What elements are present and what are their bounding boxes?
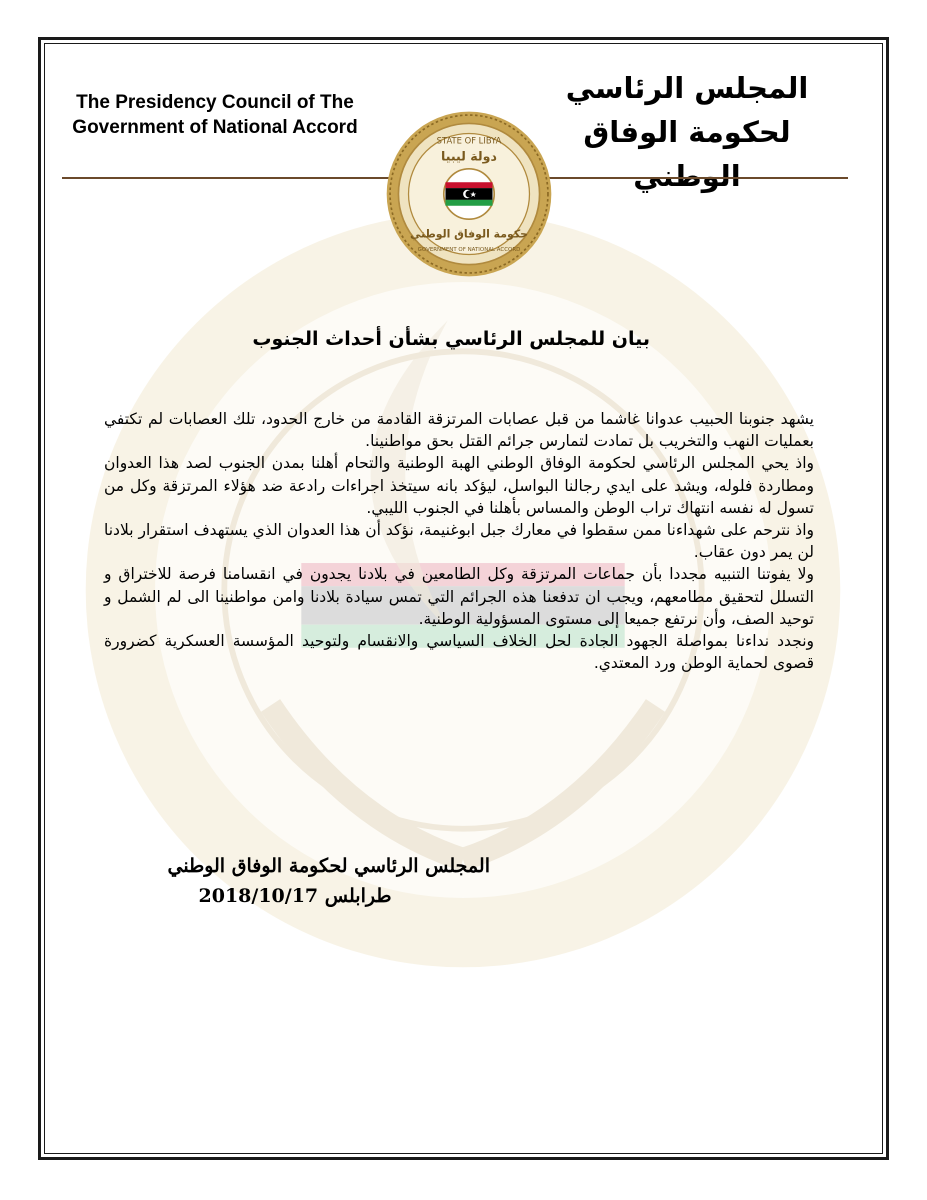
statement-paragraph: ولا يفوتنا التنبيه مجددا بأن جماعات المرتزقة وكل الطامعين في بلادنا يجدون في انقسامنا فرصة للاختراق و التسلل لتحقيق مطامعهم، ويجب ان تدفعنا هذه الجرائم التي تمس سيادة بلادنا وامن مواطنينا الى لم الشمل و توحيد الصف، وأن نرتفع جميعا إلى مستوى المسؤولية الوطنية.	[104, 565, 814, 628]
state-of-libya-seal-icon	[385, 110, 553, 278]
signature-place-date	[150, 885, 440, 907]
seal-arabic-bottom: حكومة الوفاق الوطني	[409, 227, 529, 241]
statement-body	[104, 408, 814, 674]
libya-flag-icon	[445, 182, 492, 206]
seal-bottom-text: GOVERNMENT OF NATIONAL ACCORD	[417, 247, 521, 254]
document-title: بيان للمجلس الرئاسي بشأن أحداث الجنوب	[252, 328, 650, 350]
header-arabic-line1: المجلس الرئاسي	[565, 71, 809, 105]
signature-date: 2018/10/17	[198, 885, 319, 907]
signature-name: المجلس الرئاسي لحكومة الوفاق الوطني	[167, 855, 490, 877]
statement-paragraph: واذ نترحم على شهداءنا ممن سقطوا في معارك جبل ابوغنيمة، نؤكد أن هذا العدوان الذي يستهدف استقرار بلادنا لن يمر دون عقاب.	[104, 521, 814, 562]
header-arabic-line2: لحكومة الوفاق الوطني	[583, 115, 791, 193]
seal-arabic-top: دولة ليبيا	[441, 148, 497, 164]
header-english-line2: Government of National Accord	[72, 117, 358, 138]
header-english-line1: The Presidency Council of The	[76, 92, 354, 113]
statement-paragraph: يشهد جنوبنا الحبيب عدوانا غاشما من قبل عصابات المرتزقة القادمة من خارج الحدود، تلك العصابات لم تكتفي بعمليات النهب والتخريب بل تمادت لتمارس جرائم القتل بحق مواطنينا.	[104, 410, 814, 451]
seal-top-text: STATE OF LIBYA	[436, 135, 502, 146]
header-english	[50, 90, 380, 140]
statement-paragraph: ونجدد نداءنا بمواصلة الجهود الجادة لحل الخلاف السياسي والانقسام ولتوحيد المؤسسة العسكرية كضرورة قصوى لحماية الوطن ورد المعتدي.	[104, 632, 814, 673]
signature-place: طرابلس	[324, 885, 392, 907]
statement-paragraph: واذ يحي المجلس الرئاسي لحكومة الوفاق الوطني الهبة الوطنية والتحام أهلنا بمدن الجنوب لصد هذا العدوان ومطاردة فلوله، ويشد على ايدي رجالنا البواسل، ليؤكد بانه سيتخذ اجراءات رادعة ضد هؤلاء المرتزقة وكل من تسول له نفسه انتهاك تراب الوطن والمساس بأهلنا في الجنوب الليبي.	[104, 454, 814, 517]
